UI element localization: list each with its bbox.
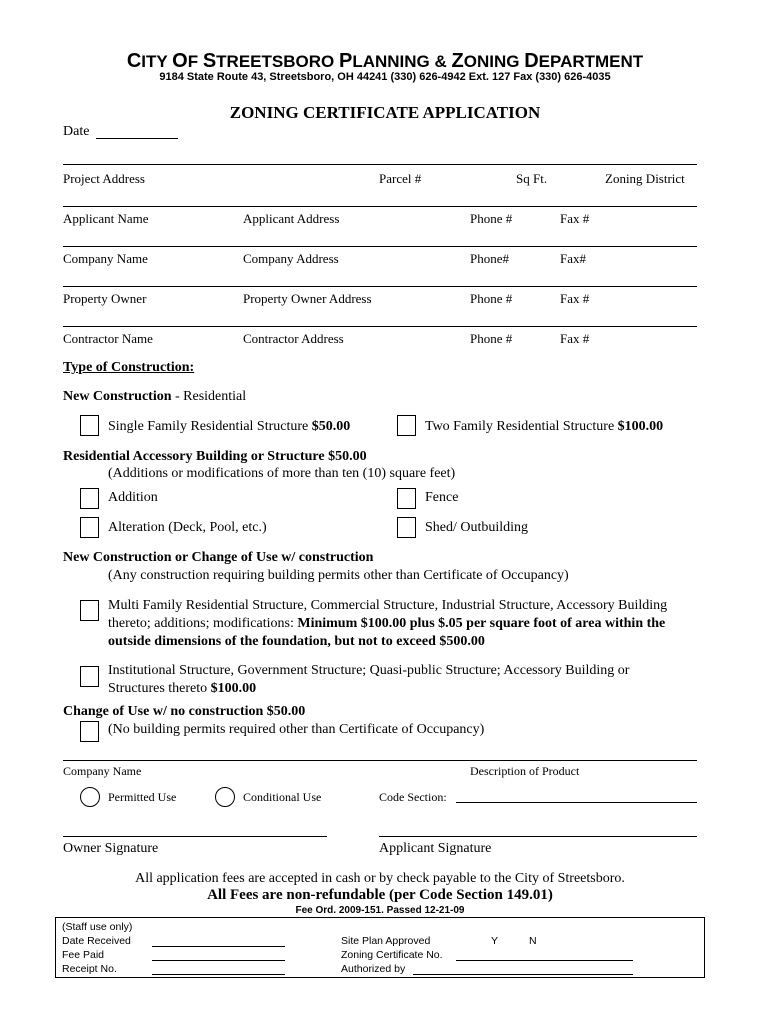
applicant-name-label: Applicant Name	[63, 211, 149, 226]
applicant-address-label: Applicant Address	[243, 211, 340, 226]
fence-checkbox[interactable]	[397, 488, 416, 509]
change-with-construction-heading: New Construction or Change of Use w/ construction	[63, 550, 374, 565]
contractor-phone-label: Phone #	[470, 331, 513, 346]
alteration-checkbox[interactable]	[80, 517, 99, 538]
applicant-signature-field[interactable]	[379, 836, 697, 837]
company-phone-label: Phone#	[470, 251, 509, 266]
owner-phone-label: Phone #	[470, 291, 513, 306]
multi-family-checkbox[interactable]	[80, 600, 99, 621]
site-plan-label: Site Plan Approved	[341, 935, 431, 947]
owner-signature-label: Owner Signature	[63, 841, 159, 856]
use-company-name-label: Company Name	[63, 764, 142, 778]
fee-ordinance: Fee Ord. 2009-151. Passed 12-21-09	[295, 905, 465, 916]
staff-title: (Staff use only)	[62, 921, 133, 933]
zoning-cert-field[interactable]	[456, 960, 633, 961]
institutional-checkbox[interactable]	[80, 666, 99, 687]
authorized-by-field[interactable]	[413, 974, 633, 975]
code-section-field[interactable]	[456, 802, 697, 803]
company-name-label: Company Name	[63, 251, 148, 266]
permitted-use-radio[interactable]	[80, 787, 100, 807]
zoning-cert-label: Zoning Certificate No.	[341, 949, 443, 961]
project-row-field[interactable]	[63, 206, 697, 207]
two-family-label: Two Family Residential Structure $100.00	[425, 419, 664, 434]
conditional-use-label: Conditional Use	[243, 790, 322, 804]
two-family-checkbox[interactable]	[397, 415, 416, 436]
form-title: ZONING CERTIFICATE APPLICATION	[229, 103, 541, 122]
contractor-fax-label: Fax #	[560, 331, 590, 346]
company-row-field[interactable]	[63, 286, 697, 287]
new-construction-heading: New Construction - Residential	[63, 389, 247, 404]
date-received-field[interactable]	[152, 946, 285, 947]
date-label: Date	[63, 124, 90, 139]
change-with-construction-note: (Any construction requiring building permits other than Certificate of Occupancy)	[108, 568, 569, 583]
accessory-heading: Residential Accessory Building or Structure $50.00	[63, 449, 367, 464]
code-section-label: Code Section:	[379, 790, 447, 804]
fee-paid-label: Fee Paid	[62, 949, 105, 961]
receipt-no-field[interactable]	[152, 974, 285, 975]
shed-checkbox[interactable]	[397, 517, 416, 538]
construction-heading: Type of Construction:	[63, 360, 195, 375]
org-name: CITY OF STREETSBORO PLANNING & ZONING DEPARTMENT	[126, 50, 644, 72]
no-construction-checkbox[interactable]	[80, 721, 99, 742]
applicant-fax-label: Fax #	[560, 211, 590, 226]
refund-note: All Fees are non-refundable (per Code Section 149.01)	[207, 887, 553, 903]
institutional-label: Institutional Structure, Government Structure; Quasi-public Structure; Accessory Building or Structures thereto $100.00	[108, 663, 630, 696]
no-construction-note: (No building permits required other than Certificate of Occupancy)	[108, 722, 485, 737]
shed-label: Shed/ Outbuilding	[425, 520, 529, 535]
rule	[63, 164, 697, 165]
fence-label: Fence	[425, 490, 459, 505]
property-owner-label: Property Owner	[63, 291, 147, 306]
alteration-label: Alteration (Deck, Pool, etc.)	[108, 520, 267, 535]
authorized-by-label: Authorized by	[341, 963, 406, 975]
addition-label: Addition	[108, 490, 158, 505]
sqft-label: Sq Ft.	[516, 171, 548, 186]
owner-fax-label: Fax #	[560, 291, 590, 306]
staff-use-box	[55, 917, 705, 978]
project-address-label: Project Address	[63, 171, 145, 186]
date-received-label: Date Received	[62, 935, 131, 947]
applicant-signature-label: Applicant Signature	[379, 841, 492, 856]
no-construction-heading: Change of Use w/ no construction $50.00	[63, 704, 306, 719]
site-plan-no[interactable]: N	[529, 935, 537, 947]
addition-checkbox[interactable]	[80, 488, 99, 509]
contractor-address-label: Contractor Address	[243, 331, 344, 346]
receipt-no-label: Receipt No.	[62, 963, 117, 975]
applicant-row-field[interactable]	[63, 246, 697, 247]
permitted-use-label: Permitted Use	[108, 790, 177, 804]
contractor-name-label: Contractor Name	[63, 331, 153, 346]
owner-signature-field[interactable]	[63, 836, 327, 837]
company-description-field[interactable]	[63, 760, 697, 761]
multi-family-label: Multi Family Residential Structure, Commercial Structure, Industrial Structure, Accessory Building thereto; additions; modifications: Minimum $100.00 plus $.05 per square foot of area within the outside dimensions of the foundation, but not to exceed $500.00	[108, 598, 668, 649]
date-field[interactable]	[96, 138, 178, 139]
conditional-use-radio[interactable]	[215, 787, 235, 807]
site-plan-yes[interactable]: Y	[491, 935, 499, 947]
owner-row-field[interactable]	[63, 326, 697, 327]
description-label: Description of Product	[470, 764, 580, 778]
company-address-label: Company Address	[243, 251, 339, 266]
parcel-label: Parcel #	[379, 171, 422, 186]
applicant-phone-label: Phone #	[470, 211, 513, 226]
payment-note: All application fees are accepted in cash or by check payable to the City of Streetsboro.	[135, 871, 625, 886]
zoning-district-label: Zoning District	[605, 171, 685, 186]
fee-paid-field[interactable]	[152, 960, 285, 961]
single-family-label: Single Family Residential Structure $50.00	[108, 419, 351, 434]
single-family-checkbox[interactable]	[80, 415, 99, 436]
accessory-note: (Additions or modifications of more than ten (10) square feet)	[108, 466, 456, 481]
company-fax-label: Fax#	[560, 251, 586, 266]
org-address: 9184 State Route 43, Streetsboro, OH 44241 (330) 626-4942 Ext. 127 Fax (330) 626-4035	[159, 71, 611, 83]
property-owner-address-label: Property Owner Address	[243, 291, 372, 306]
